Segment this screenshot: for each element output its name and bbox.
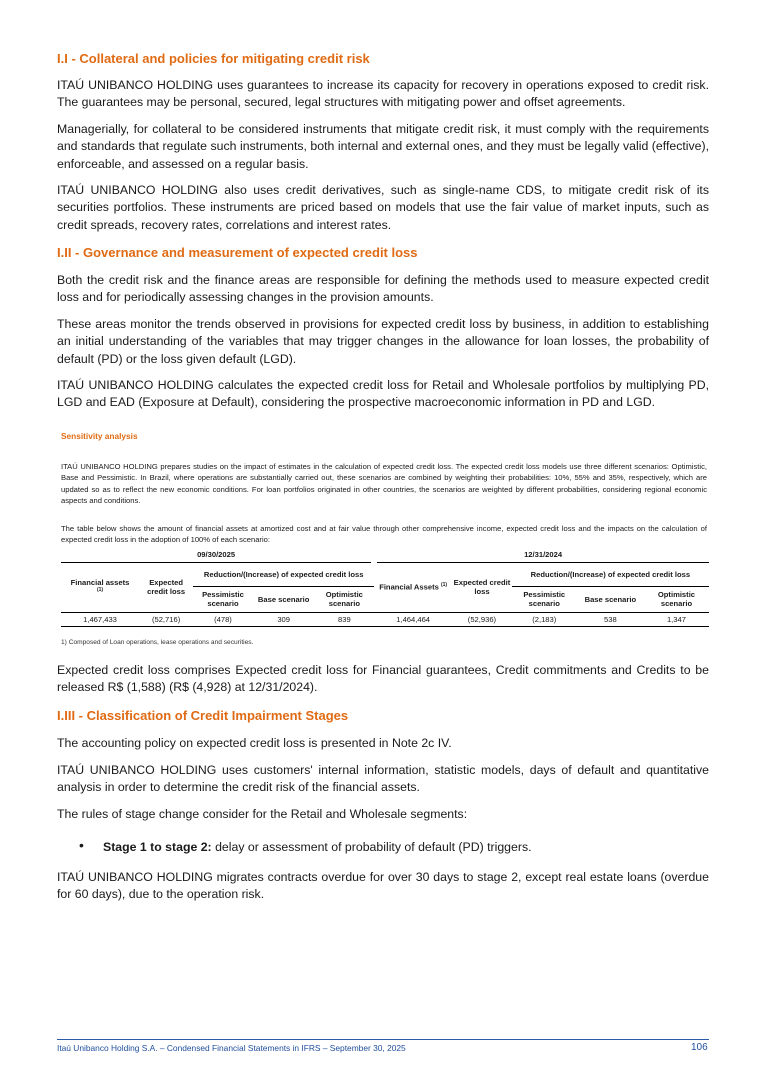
col-financial-assets: Financial assets $^{(1)}$ bbox=[70, 577, 130, 593]
sensitivity-paragraph: ITAÚ UNIBANCO HOLDING prepares studies on the impact of estimates in the calculation of expected credit loss. The expected credit loss models use three different scenarios: Optimistic, Base and Pessimistic. In Brazil, where operations are substantially carried out, these scenarios are combined by weighting their probabilities: 10%, 55% and 35%, respectively, which are updated so as to reflect the new economic conditions. For loan portfolios originated in other countries, the scenarios are weighted by different probabilities, considering regional economic aspects and conditions. bbox=[61, 462, 707, 506]
sensitivity-table bbox=[61, 548, 709, 627]
footer-text: Itaú Unibanco Holding S.A. – Condensed Financial Statements in IFRS – September 30, 2025 bbox=[57, 1043, 406, 1053]
col-base: Base scenario bbox=[257, 594, 310, 604]
col-base-2024: Base scenario bbox=[584, 594, 637, 604]
table-cell: 1,467,433 bbox=[83, 614, 117, 624]
paragraph: The rules of stage change consider for the Retail and Wholesale segments: bbox=[57, 807, 468, 821]
table-footnote: 1) Composed of Loan operations, lease operations and securities. bbox=[61, 639, 254, 646]
bullet-icon: • bbox=[79, 837, 84, 853]
section-heading-collateral: I.I - Collateral and policies for mitigating credit risk bbox=[57, 51, 370, 66]
paragraph: ITAÚ UNIBANCO HOLDING calculates the expected credit loss for Retail and Wholesale portfolios by multiplying PD, LGD and EAD (Exposure at Default), considering the prospective macroeconomic information in PD and LGD. bbox=[57, 378, 709, 410]
col-pessimistic: Pessimistic scenario bbox=[202, 590, 244, 608]
col-optimistic-2024: Optimistic scenario bbox=[657, 590, 696, 608]
paragraph: These areas monitor the trends observed in provisions for expected credit loss by business, in addition to establishing an initial understanding of the variables that may trigger changes in the allowance for loan losses, the probability of default (PD) or the loss given default (LGD). bbox=[57, 317, 709, 366]
section-heading-stages: I.III - Classification of Credit Impairment Stages bbox=[57, 708, 349, 723]
col-optimistic: Optimistic scenario bbox=[325, 590, 363, 608]
table-cell: (478) bbox=[214, 614, 232, 624]
table-cell: 1,347 bbox=[666, 614, 686, 624]
table-row bbox=[61, 612, 709, 626]
page-number: 106 bbox=[691, 1042, 708, 1053]
table-cell: 538 bbox=[604, 614, 617, 624]
date-header-2025: 09/30/2025 bbox=[61, 548, 374, 562]
paragraph: Both the credit risk and the finance areas are responsible for defining the methods used to measure expected credit loss and for periodically assessing changes in the provision amounts. bbox=[57, 273, 709, 305]
col-pessimistic-2024: Pessimistic scenario bbox=[523, 590, 566, 608]
table-cell: (52,936) bbox=[467, 614, 497, 624]
paragraph: ITAÚ UNIBANCO HOLDING uses guarantees to increase its capacity for recovery in operations exposed to credit risk. The guarantees may be personal, secured, legal structures with mitigating power and offset agreements. bbox=[57, 78, 709, 110]
col-reduction: Reduction/(Increase) of expected credit loss bbox=[193, 562, 374, 586]
sensitivity-table-intro: The table below shows the amount of financial assets at amortized cost and at fair value through other comprehensive income, expected credit loss and the impacts on the calculation of expected credit loss in the adoption of 100% of each scenario: bbox=[61, 524, 707, 545]
footer-divider bbox=[57, 1039, 709, 1040]
paragraph: ITAÚ UNIBANCO HOLDING migrates contracts overdue for over 30 days to stage 2, except real estate loans (overdue for 60 days), due to the operation risk. bbox=[57, 870, 709, 902]
table-cell: (52,716) bbox=[151, 614, 181, 624]
paragraph: The accounting policy on expected credit loss is presented in Note 2c IV. bbox=[57, 736, 452, 750]
col-expected-credit-loss: Expected credit loss bbox=[147, 578, 186, 596]
date-header-2024: 12/31/2024 bbox=[374, 548, 709, 562]
section-heading-governance: I.II - Governance and measurement of expected credit loss bbox=[57, 245, 418, 260]
sensitivity-title: Sensitivity analysis bbox=[61, 431, 138, 441]
col-financial-assets-2024: Financial Assets $^{(1)}$ bbox=[379, 582, 448, 592]
paragraph: ITAÚ UNIBANCO HOLDING uses customers' internal information, statistic models, days of default and quantitative analysis in order to determine the credit risk of the financial assets. bbox=[57, 763, 709, 795]
paragraph: Expected credit loss comprises Expected credit loss for Financial guarantees, Credit commitments and Credits to be released R$ (1,588) (R$ (4,928) at 12/31/2024). bbox=[57, 663, 709, 695]
paragraph: ITAÚ UNIBANCO HOLDING also uses credit derivatives, such as single-name CDS, to mitigate credit risk of its securities portfolios. These instruments are priced based on models that use the fair value of market inputs, such as credit spreads, recovery rates, correlations and interest rates. bbox=[57, 183, 709, 232]
col-expected-credit-loss-2024: Expected credit loss bbox=[453, 578, 511, 596]
table-cell: 839 bbox=[338, 614, 351, 624]
col-reduction-2024: Reduction/(Increase) of expected credit loss bbox=[512, 562, 709, 586]
table-cell: 309 bbox=[277, 614, 290, 624]
paragraph: Managerially, for collateral to be considered instruments that mitigate credit risk, it must comply with the requirements and standards that regulate such instruments, both internal and external ones, and they must be legally valid (effective), enforceable, and assessed on a regular basis. bbox=[57, 122, 709, 171]
table-cell: (2,183) bbox=[532, 614, 557, 624]
table-cell: 1,464,464 bbox=[396, 614, 431, 624]
